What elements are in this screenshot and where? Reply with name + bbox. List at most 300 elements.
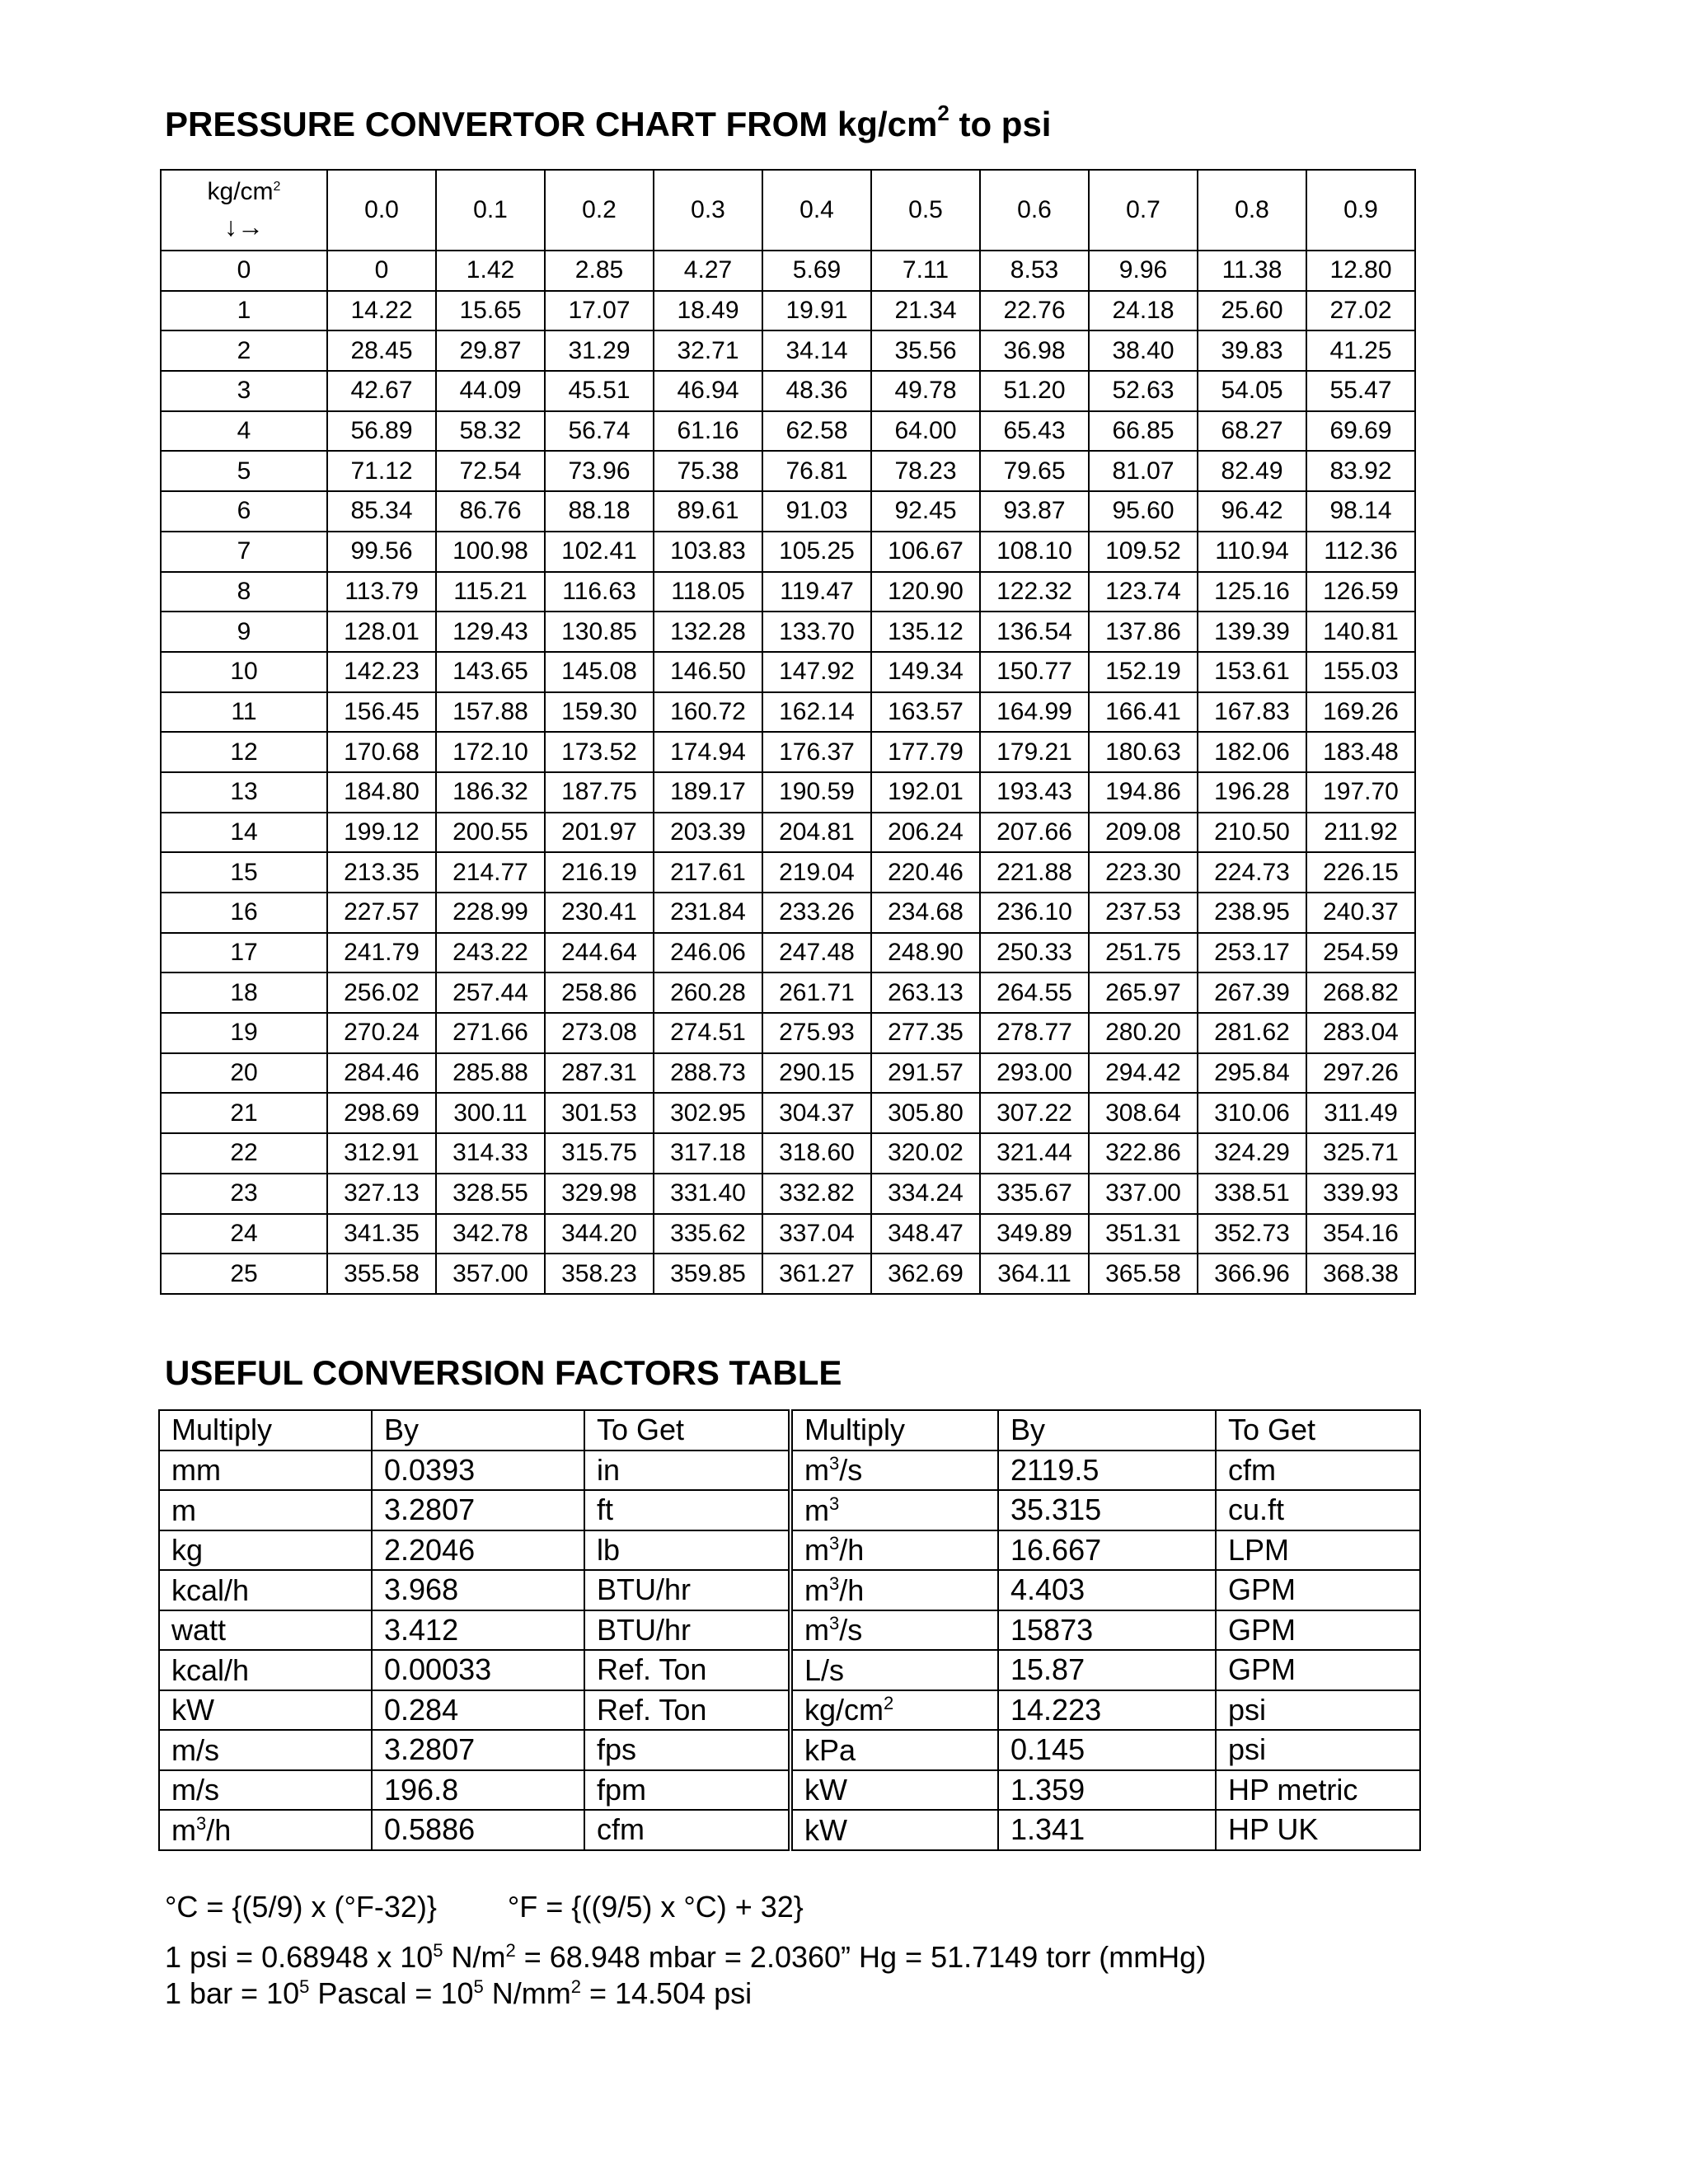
psi-cell: 227.57 bbox=[327, 893, 436, 933]
column-header: 0.5 bbox=[871, 170, 980, 251]
psi-cell: 285.88 bbox=[436, 1053, 545, 1094]
psi-cell: 41.25 bbox=[1306, 330, 1415, 371]
pressure-header-row bbox=[161, 170, 1415, 251]
celsius-formula: °C = {(5/9) x (°F-32)} bbox=[165, 1890, 437, 1924]
psi-cell: 56.89 bbox=[327, 411, 436, 452]
psi-cell: 320.02 bbox=[871, 1133, 980, 1174]
table-row bbox=[161, 491, 1415, 532]
psi-cell: 139.39 bbox=[1198, 612, 1306, 652]
psi-cell: 183.48 bbox=[1306, 732, 1415, 772]
direction-arrows-icon: ↓→ bbox=[224, 211, 264, 241]
unit-exponent: 3 bbox=[829, 1493, 840, 1514]
psi-cell: 28.45 bbox=[327, 330, 436, 371]
psi-cell: 48.36 bbox=[762, 371, 871, 411]
psi-cell: 251.75 bbox=[1089, 933, 1198, 973]
psi-cell: 145.08 bbox=[545, 652, 654, 692]
psi-cell: 359.85 bbox=[654, 1254, 762, 1294]
psi-cell: 290.15 bbox=[762, 1053, 871, 1094]
psi-cell: 81.07 bbox=[1089, 451, 1198, 491]
psi-cell: 129.43 bbox=[436, 612, 545, 652]
psi-cell: 335.67 bbox=[980, 1174, 1089, 1214]
psi-cell: 135.12 bbox=[871, 612, 980, 652]
psi-cell: 174.94 bbox=[654, 732, 762, 772]
psi-cell: 32.71 bbox=[654, 330, 762, 371]
row-header-kg: 24 bbox=[161, 1214, 327, 1254]
psi-cell: 256.02 bbox=[327, 972, 436, 1013]
psi-cell: 133.70 bbox=[762, 612, 871, 652]
psi-cell: 298.69 bbox=[327, 1093, 436, 1133]
psi-cell: 357.00 bbox=[436, 1254, 545, 1294]
unit-exponent: 2 bbox=[884, 1693, 894, 1714]
psi-cell: 209.08 bbox=[1089, 813, 1198, 853]
psi-cell: 58.32 bbox=[436, 411, 545, 452]
psi-cell: 162.14 bbox=[762, 692, 871, 733]
psi-cell: 140.81 bbox=[1306, 612, 1415, 652]
psi-cell: 339.93 bbox=[1306, 1174, 1415, 1214]
row-header-kg: 3 bbox=[161, 371, 327, 411]
psi-cell: 231.84 bbox=[654, 893, 762, 933]
from-unit-cell bbox=[790, 1610, 998, 1651]
psi-cell: 275.93 bbox=[762, 1013, 871, 1053]
psi-cell: 261.71 bbox=[762, 972, 871, 1013]
psi-cell: 163.57 bbox=[871, 692, 980, 733]
psi-cell: 265.97 bbox=[1089, 972, 1198, 1013]
table-row bbox=[161, 1133, 1415, 1174]
unit-exponent: 3 bbox=[829, 1453, 840, 1474]
psi-cell: 62.58 bbox=[762, 411, 871, 452]
from-unit-cell bbox=[790, 1570, 998, 1610]
psi-cell: 351.31 bbox=[1089, 1214, 1198, 1254]
psi-cell: 207.66 bbox=[980, 813, 1089, 853]
table-row bbox=[159, 1730, 1420, 1770]
psi-cell: 311.49 bbox=[1306, 1093, 1415, 1133]
psi-cell: 294.42 bbox=[1089, 1053, 1198, 1094]
fahrenheit-formula: °F = {((9/5) x °C) + 32} bbox=[507, 1890, 804, 1924]
psi-cell: 293.00 bbox=[980, 1053, 1089, 1094]
from-unit-cell bbox=[790, 1451, 998, 1491]
psi-cell: 228.99 bbox=[436, 893, 545, 933]
psi-cell: 196.28 bbox=[1198, 772, 1306, 813]
psi-cell: 98.14 bbox=[1306, 491, 1415, 532]
psi-cell: 314.33 bbox=[436, 1133, 545, 1174]
from-unit-cell bbox=[790, 1810, 998, 1850]
from-unit-cell bbox=[159, 1570, 372, 1610]
psi-cell: 237.53 bbox=[1089, 893, 1198, 933]
row-header-kg: 14 bbox=[161, 813, 327, 853]
psi-cell: 210.50 bbox=[1198, 813, 1306, 853]
table-row bbox=[161, 612, 1415, 652]
table-row bbox=[161, 692, 1415, 733]
unit-text: kg/cm bbox=[804, 1693, 884, 1727]
table-row bbox=[161, 933, 1415, 973]
row-header-kg: 10 bbox=[161, 652, 327, 692]
psi-cell: 146.50 bbox=[654, 652, 762, 692]
psi-cell: 226.15 bbox=[1306, 852, 1415, 893]
psi-cell: 300.11 bbox=[436, 1093, 545, 1133]
psi-cell: 246.06 bbox=[654, 933, 762, 973]
psi-cell: 190.59 bbox=[762, 772, 871, 813]
psi-cell: 287.31 bbox=[545, 1053, 654, 1094]
psi-cell: 192.01 bbox=[871, 772, 980, 813]
psi-cell: 224.73 bbox=[1198, 852, 1306, 893]
to-unit-cell: cfm bbox=[584, 1810, 790, 1850]
psi-cell: 109.52 bbox=[1089, 532, 1198, 572]
psi-cell: 280.20 bbox=[1089, 1013, 1198, 1053]
row-header-kg: 8 bbox=[161, 572, 327, 612]
psi-cell: 268.82 bbox=[1306, 972, 1415, 1013]
psi-cell: 337.00 bbox=[1089, 1174, 1198, 1214]
psi-cell: 19.91 bbox=[762, 291, 871, 331]
psi-cell: 76.81 bbox=[762, 451, 871, 491]
psi-cell: 352.73 bbox=[1198, 1214, 1306, 1254]
psi-cell: 38.40 bbox=[1089, 330, 1198, 371]
psi-cell: 17.07 bbox=[545, 291, 654, 331]
unit-text: kW bbox=[804, 1812, 847, 1847]
table-row bbox=[161, 1174, 1415, 1214]
factors-header-cell: To Get bbox=[584, 1410, 790, 1451]
psi-cell: 221.88 bbox=[980, 852, 1089, 893]
psi-cell: 112.36 bbox=[1306, 532, 1415, 572]
psi-cell: 217.61 bbox=[654, 852, 762, 893]
psi-cell: 85.34 bbox=[327, 491, 436, 532]
factor-cell: 4.403 bbox=[998, 1570, 1216, 1610]
psi-cell: 153.61 bbox=[1198, 652, 1306, 692]
psi-cell: 22.76 bbox=[980, 291, 1089, 331]
psi-cell: 11.38 bbox=[1198, 251, 1306, 291]
psi-cell: 142.23 bbox=[327, 652, 436, 692]
factor-cell: 2119.5 bbox=[998, 1451, 1216, 1491]
psi-cell: 278.77 bbox=[980, 1013, 1089, 1053]
psi-cell: 182.06 bbox=[1198, 732, 1306, 772]
unit-text: kcal/h bbox=[171, 1572, 250, 1607]
psi-cell: 66.85 bbox=[1089, 411, 1198, 452]
psi-cell: 219.04 bbox=[762, 852, 871, 893]
psi-cell: 73.96 bbox=[545, 451, 654, 491]
psi-cell: 317.18 bbox=[654, 1133, 762, 1174]
unit-exponent: 3 bbox=[829, 1572, 840, 1594]
unit-text: m/s bbox=[171, 1732, 219, 1767]
psi-cell: 89.61 bbox=[654, 491, 762, 532]
psi-cell: 51.20 bbox=[980, 371, 1089, 411]
table-row bbox=[161, 532, 1415, 572]
from-unit-cell bbox=[159, 1730, 372, 1770]
psi-cell: 240.37 bbox=[1306, 893, 1415, 933]
table-row bbox=[161, 852, 1415, 893]
psi-cell: 248.90 bbox=[871, 933, 980, 973]
row-header-kg: 9 bbox=[161, 612, 327, 652]
unit-suffix: /h bbox=[839, 1533, 865, 1568]
psi-cell: 147.92 bbox=[762, 652, 871, 692]
psi-cell: 250.33 bbox=[980, 933, 1089, 973]
unit-text: kW bbox=[804, 1773, 847, 1807]
psi-cell: 56.74 bbox=[545, 411, 654, 452]
psi-cell: 327.13 bbox=[327, 1174, 436, 1214]
bar-formula: 1 bar = $10^5$ Pascal = $10^5$ $N/mm^2 = 14.504$ psi bbox=[165, 1976, 753, 2010]
psi-cell: 65.43 bbox=[980, 411, 1089, 452]
psi-cell: 200.55 bbox=[436, 813, 545, 853]
table-row bbox=[161, 330, 1415, 371]
psi-cell: 88.18 bbox=[545, 491, 654, 532]
table-row bbox=[159, 1570, 1420, 1610]
psi-cell: 86.76 bbox=[436, 491, 545, 532]
unit-text: m bbox=[804, 1533, 829, 1568]
psi-cell: 318.60 bbox=[762, 1133, 871, 1174]
psi-cell: 355.58 bbox=[327, 1254, 436, 1294]
column-header: 0.2 bbox=[545, 170, 654, 251]
psi-cell: 45.51 bbox=[545, 371, 654, 411]
psi-cell: 95.60 bbox=[1089, 491, 1198, 532]
table-row bbox=[161, 411, 1415, 452]
conversion-factors-title: USEFUL CONVERSION FACTORS TABLE bbox=[165, 1353, 842, 1392]
factor-cell: 3.968 bbox=[372, 1570, 584, 1610]
conversion-factors-table bbox=[158, 1409, 1421, 1851]
row-header-kg: 2 bbox=[161, 330, 327, 371]
from-unit-cell bbox=[159, 1451, 372, 1491]
unit-text: m bbox=[804, 1613, 829, 1647]
to-unit-cell: fpm bbox=[584, 1770, 790, 1811]
psi-cell: 238.95 bbox=[1198, 893, 1306, 933]
psi-cell: 305.80 bbox=[871, 1093, 980, 1133]
factor-cell: 35.315 bbox=[998, 1490, 1216, 1530]
to-unit-cell: ft bbox=[584, 1490, 790, 1530]
factor-cell: 0.0393 bbox=[372, 1451, 584, 1491]
psi-cell: 338.51 bbox=[1198, 1174, 1306, 1214]
psi-cell: 25.60 bbox=[1198, 291, 1306, 331]
factor-cell: 15873 bbox=[998, 1610, 1216, 1651]
to-unit-cell: cfm bbox=[1216, 1451, 1420, 1491]
to-unit-cell: GPM bbox=[1216, 1570, 1420, 1610]
row-header-kg: 23 bbox=[161, 1174, 327, 1214]
table-row bbox=[161, 1093, 1415, 1133]
psi-cell: 35.56 bbox=[871, 330, 980, 371]
psi-cell: 164.99 bbox=[980, 692, 1089, 733]
unit-text: m bbox=[804, 1493, 829, 1527]
psi-cell: 199.12 bbox=[327, 813, 436, 853]
table-row bbox=[161, 972, 1415, 1013]
psi-cell: 96.42 bbox=[1198, 491, 1306, 532]
column-header: 0.4 bbox=[762, 170, 871, 251]
column-header: 0.1 bbox=[436, 170, 545, 251]
table-row bbox=[159, 1610, 1420, 1651]
psi-cell: 36.98 bbox=[980, 330, 1089, 371]
from-unit-cell bbox=[790, 1770, 998, 1811]
psi-cell: 283.04 bbox=[1306, 1013, 1415, 1053]
to-unit-cell: lb bbox=[584, 1530, 790, 1571]
psi-cell: 341.35 bbox=[327, 1214, 436, 1254]
psi-cell: 78.23 bbox=[871, 451, 980, 491]
from-unit-cell bbox=[159, 1810, 372, 1850]
psi-cell: 93.87 bbox=[980, 491, 1089, 532]
psi-cell: 206.24 bbox=[871, 813, 980, 853]
psi-cell: 201.97 bbox=[545, 813, 654, 853]
psi-cell: 234.68 bbox=[871, 893, 980, 933]
psi-cell: 211.92 bbox=[1306, 813, 1415, 853]
psi-cell: 105.25 bbox=[762, 532, 871, 572]
psi-cell: 64.00 bbox=[871, 411, 980, 452]
psi-cell: 31.29 bbox=[545, 330, 654, 371]
psi-cell: 29.87 bbox=[436, 330, 545, 371]
factor-cell: 14.223 bbox=[998, 1690, 1216, 1731]
psi-cell: 324.29 bbox=[1198, 1133, 1306, 1174]
psi-cell: 342.78 bbox=[436, 1214, 545, 1254]
psi-cell: 263.13 bbox=[871, 972, 980, 1013]
table-row bbox=[161, 772, 1415, 813]
psi-cell: 335.62 bbox=[654, 1214, 762, 1254]
factors-header-cell: Multiply bbox=[790, 1410, 998, 1451]
column-header: 0.9 bbox=[1306, 170, 1415, 251]
psi-cell: 167.83 bbox=[1198, 692, 1306, 733]
table-row bbox=[161, 893, 1415, 933]
psi-cell: 241.79 bbox=[327, 933, 436, 973]
psi-cell: 220.46 bbox=[871, 852, 980, 893]
psi-cell: 8.53 bbox=[980, 251, 1089, 291]
psi-cell: 291.57 bbox=[871, 1053, 980, 1094]
psi-cell: 368.38 bbox=[1306, 1254, 1415, 1294]
psi-cell: 169.26 bbox=[1306, 692, 1415, 733]
temperature-formulas bbox=[165, 1892, 804, 1922]
psi-cell: 315.75 bbox=[545, 1133, 654, 1174]
factors-header-cell: By bbox=[372, 1410, 584, 1451]
psi-cell: 125.16 bbox=[1198, 572, 1306, 612]
psi-cell: 102.41 bbox=[545, 532, 654, 572]
psi-cell: 173.52 bbox=[545, 732, 654, 772]
to-unit-cell: HP metric bbox=[1216, 1770, 1420, 1811]
psi-cell: 123.74 bbox=[1089, 572, 1198, 612]
psi-cell: 223.30 bbox=[1089, 852, 1198, 893]
corner-header-cell bbox=[161, 170, 327, 251]
unit-text: m bbox=[804, 1453, 829, 1488]
to-unit-cell: LPM bbox=[1216, 1530, 1420, 1571]
psi-cell: 348.47 bbox=[871, 1214, 980, 1254]
to-unit-cell: Ref. Ton bbox=[584, 1650, 790, 1690]
psi-cell: 325.71 bbox=[1306, 1133, 1415, 1174]
psi-cell: 243.22 bbox=[436, 933, 545, 973]
psi-cell: 176.37 bbox=[762, 732, 871, 772]
factor-cell: 16.667 bbox=[998, 1530, 1216, 1571]
from-unit-cell bbox=[790, 1650, 998, 1690]
psi-cell: 14.22 bbox=[327, 291, 436, 331]
column-header: 0.8 bbox=[1198, 170, 1306, 251]
psi-cell: 337.04 bbox=[762, 1214, 871, 1254]
psi-cell: 157.88 bbox=[436, 692, 545, 733]
psi-cell: 136.54 bbox=[980, 612, 1089, 652]
psi-cell: 365.58 bbox=[1089, 1254, 1198, 1294]
psi-cell: 44.09 bbox=[436, 371, 545, 411]
psi-cell: 55.47 bbox=[1306, 371, 1415, 411]
row-header-kg: 6 bbox=[161, 491, 327, 532]
factors-header-cell: By bbox=[998, 1410, 1216, 1451]
psi-cell: 361.27 bbox=[762, 1254, 871, 1294]
psi-cell: 52.63 bbox=[1089, 371, 1198, 411]
table-row bbox=[161, 451, 1415, 491]
psi-cell: 9.96 bbox=[1089, 251, 1198, 291]
factor-cell: 0.5886 bbox=[372, 1810, 584, 1850]
psi-cell: 322.86 bbox=[1089, 1133, 1198, 1174]
psi-cell: 216.19 bbox=[545, 852, 654, 893]
psi-cell: 186.32 bbox=[436, 772, 545, 813]
to-unit-cell: HP UK bbox=[1216, 1810, 1420, 1850]
psi-cell: 108.10 bbox=[980, 532, 1089, 572]
psi-cell: 295.84 bbox=[1198, 1053, 1306, 1094]
factor-cell: 1.341 bbox=[998, 1810, 1216, 1850]
table-row bbox=[161, 1214, 1415, 1254]
psi-cell: 149.34 bbox=[871, 652, 980, 692]
unit-text: kcal/h bbox=[171, 1652, 250, 1687]
psi-cell: 27.02 bbox=[1306, 291, 1415, 331]
table-row bbox=[161, 1254, 1415, 1294]
psi-cell: 118.05 bbox=[654, 572, 762, 612]
psi-cell: 288.73 bbox=[654, 1053, 762, 1094]
psi-cell: 75.38 bbox=[654, 451, 762, 491]
psi-cell: 312.91 bbox=[327, 1133, 436, 1174]
psi-cell: 159.30 bbox=[545, 692, 654, 733]
psi-cell: 213.35 bbox=[327, 852, 436, 893]
to-unit-cell: in bbox=[584, 1451, 790, 1491]
table-row bbox=[161, 652, 1415, 692]
psi-cell: 184.80 bbox=[327, 772, 436, 813]
psi-cell: 349.89 bbox=[980, 1214, 1089, 1254]
psi-cell: 329.98 bbox=[545, 1174, 654, 1214]
psi-cell: 273.08 bbox=[545, 1013, 654, 1053]
table-row bbox=[161, 732, 1415, 772]
psi-cell: 126.59 bbox=[1306, 572, 1415, 612]
table-row bbox=[159, 1490, 1420, 1530]
from-unit-cell bbox=[159, 1490, 372, 1530]
psi-cell: 170.68 bbox=[327, 732, 436, 772]
psi-cell: 254.59 bbox=[1306, 933, 1415, 973]
psi-cell: 99.56 bbox=[327, 532, 436, 572]
from-unit-cell bbox=[790, 1690, 998, 1731]
psi-cell: 155.03 bbox=[1306, 652, 1415, 692]
row-header-kg: 7 bbox=[161, 532, 327, 572]
psi-cell: 328.55 bbox=[436, 1174, 545, 1214]
psi-cell: 362.69 bbox=[871, 1254, 980, 1294]
psi-cell: 189.17 bbox=[654, 772, 762, 813]
from-unit-cell bbox=[790, 1730, 998, 1770]
psi-cell: 79.65 bbox=[980, 451, 1089, 491]
psi-cell: 106.67 bbox=[871, 532, 980, 572]
factor-cell: 196.8 bbox=[372, 1770, 584, 1811]
psi-cell: 257.44 bbox=[436, 972, 545, 1013]
psi-cell: 12.80 bbox=[1306, 251, 1415, 291]
psi-cell: 82.49 bbox=[1198, 451, 1306, 491]
unit-text: m bbox=[171, 1493, 196, 1527]
factors-header-row bbox=[159, 1410, 1420, 1451]
psi-cell: 68.27 bbox=[1198, 411, 1306, 452]
psi-cell: 274.51 bbox=[654, 1013, 762, 1053]
row-header-kg: 4 bbox=[161, 411, 327, 452]
psi-cell: 49.78 bbox=[871, 371, 980, 411]
psi-cell: 71.12 bbox=[327, 451, 436, 491]
psi-cell: 115.21 bbox=[436, 572, 545, 612]
unit-exponent: 3 bbox=[196, 1812, 207, 1834]
psi-cell: 177.79 bbox=[871, 732, 980, 772]
psi-cell: 156.45 bbox=[327, 692, 436, 733]
psi-cell: 100.98 bbox=[436, 532, 545, 572]
psi-cell: 150.77 bbox=[980, 652, 1089, 692]
factor-cell: 0.284 bbox=[372, 1690, 584, 1731]
psi-formula: 1 psi = 0.68948 x $10^5$ $N/m^2 = 68.948$ mbar = 2.0360” Hg = 51.7149 torr (mmHg) bbox=[165, 1940, 1207, 1974]
psi-cell: 137.86 bbox=[1089, 612, 1198, 652]
psi-cell: 110.94 bbox=[1198, 532, 1306, 572]
psi-cell: 307.22 bbox=[980, 1093, 1089, 1133]
from-unit-cell bbox=[159, 1530, 372, 1571]
psi-cell: 301.53 bbox=[545, 1093, 654, 1133]
pressure-chart-title: PRESSURE CONVERTOR CHART FROM $kg/cm^2$ to psi bbox=[165, 101, 1052, 143]
psi-cell: 18.49 bbox=[654, 291, 762, 331]
psi-cell: 39.83 bbox=[1198, 330, 1306, 371]
to-unit-cell: BTU/hr bbox=[584, 1570, 790, 1610]
